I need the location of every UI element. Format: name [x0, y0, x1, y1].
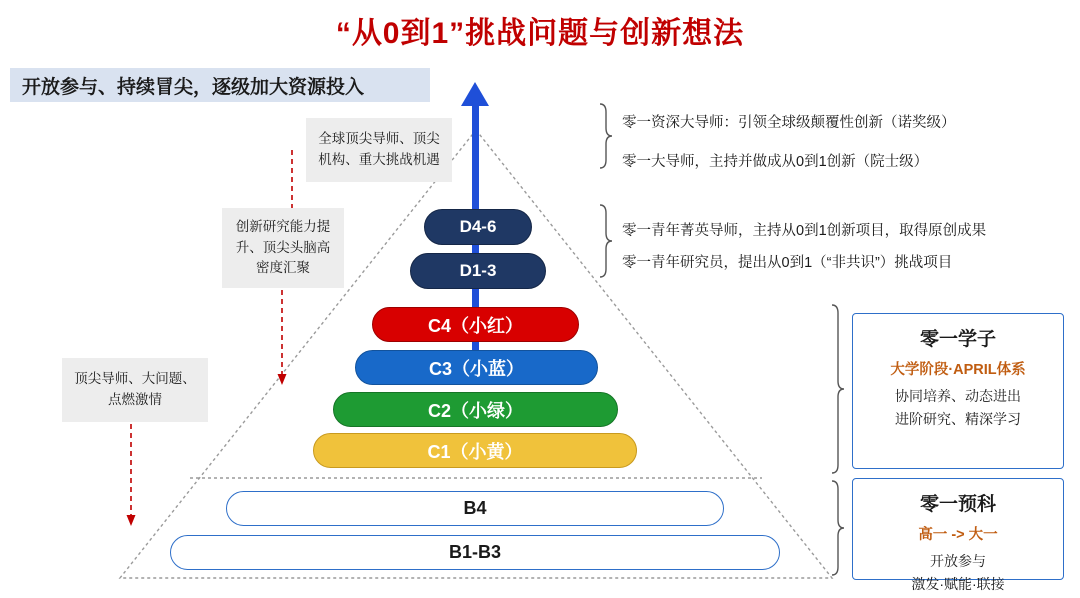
- note-box-bottom: [62, 358, 208, 422]
- level-c3-label: C3（小蓝）: [428, 358, 524, 379]
- level-d1-3-label: D1-3: [459, 261, 497, 280]
- level-c1[interactable]: [313, 433, 637, 468]
- level-b1-b3[interactable]: [170, 535, 780, 570]
- role-line-senior-mentor: 零一资深大导师：引领全球级颠覆性创新（诺奖级）: [622, 115, 956, 131]
- growth-arrow-head: [461, 82, 489, 106]
- level-d1-3[interactable]: [410, 253, 546, 289]
- card-yuke-line-1: 开放参与: [930, 553, 986, 569]
- banner: [10, 68, 430, 102]
- card-xuezi: [852, 313, 1064, 469]
- note-box-top: [306, 118, 452, 182]
- role-line-young-researcher: 零一青年研究员，提出从0到1（“非共识”）挑战项目: [622, 255, 953, 271]
- level-c4-label: C4（小红）: [427, 315, 523, 336]
- dashed-arrow-head-mid: [278, 374, 287, 385]
- level-b1-b3-label: B1-B3: [448, 542, 501, 562]
- level-b4-label: B4: [463, 498, 487, 518]
- note-box-mid: [222, 208, 344, 288]
- brace-xuezi: [832, 305, 844, 473]
- card-yuke-line-2: 激发·赋能·联接: [911, 575, 1005, 592]
- card-xuezi-line-1: 协同培养、动态进出: [895, 388, 1021, 404]
- card-xuezi-subtitle: 大学阶段·APRIL体系: [890, 362, 1026, 378]
- card-yuke-title: 零一预科: [919, 494, 996, 515]
- level-c1-label: C1（小黄）: [427, 441, 523, 462]
- note-box-mid-text: 创新研究能力提升、顶尖头脑高密度汇聚: [235, 218, 331, 276]
- role-line-young-elite-mentor: 零一青年菁英导师，主持从0到1创新项目，取得原创成果: [622, 223, 987, 239]
- banner-label: 开放参与、持续冒尖，逐级加大资源投入: [22, 76, 365, 98]
- dashed-arrow-head-bottom: [127, 515, 136, 526]
- brace-mid: [600, 205, 612, 277]
- card-xuezi-line-2: 进阶研究、精深学习: [895, 410, 1021, 427]
- card-yuke-subtitle: 高一 -> 大一: [918, 527, 998, 543]
- level-c3[interactable]: [355, 350, 598, 385]
- level-c4[interactable]: [372, 307, 579, 342]
- note-box-bottom-text: 顶尖导师、大问题、点燃激情: [74, 371, 196, 407]
- page-title: “从0到1”挑战问题与创新想法: [335, 17, 745, 50]
- brace-yuke: [832, 481, 844, 575]
- note-box-top-text: 全球顶尖导师、顶尖机构、重大挑战机遇: [318, 131, 440, 167]
- level-b4[interactable]: [226, 491, 724, 526]
- level-c2-label: C2（小绿）: [427, 400, 523, 421]
- role-line-mentor: 零一大导师，主持并做成从0到1创新（院士级）: [622, 154, 929, 170]
- level-d4-6[interactable]: [424, 209, 532, 245]
- card-yuke: [852, 478, 1064, 592]
- level-d4-6-label: D4-6: [459, 217, 497, 236]
- level-c2[interactable]: [333, 392, 618, 427]
- brace-top: [600, 104, 612, 168]
- card-xuezi-title: 零一学子: [919, 329, 996, 350]
